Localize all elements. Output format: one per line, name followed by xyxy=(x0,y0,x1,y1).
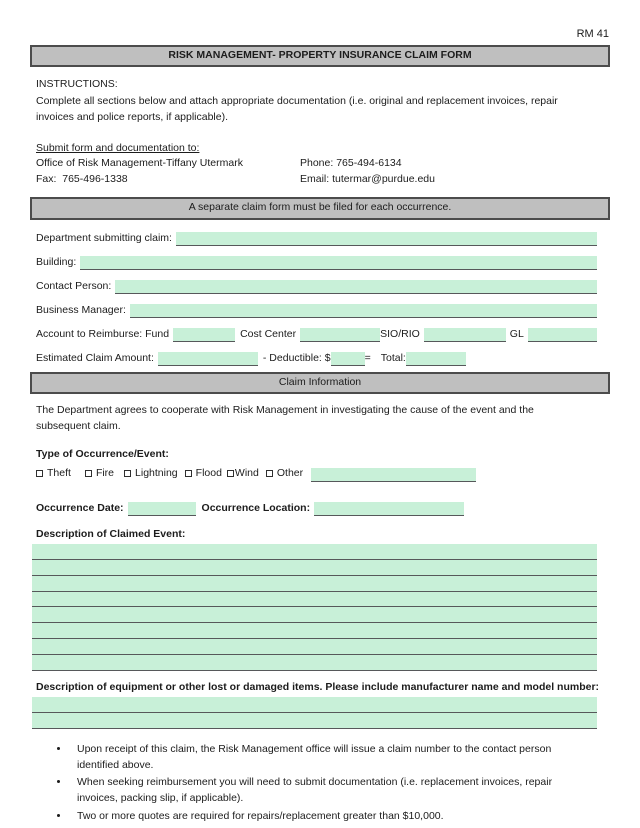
checkbox-label: Fire xyxy=(95,466,115,479)
total-input[interactable] xyxy=(406,352,466,366)
other-input[interactable] xyxy=(311,468,476,482)
business-manager-row xyxy=(36,294,597,318)
type-of-occurrence-heading: Type of Occurrence/Event: xyxy=(36,447,169,460)
description-line[interactable] xyxy=(32,623,597,639)
description-line[interactable] xyxy=(32,592,597,608)
checkbox-icon[interactable] xyxy=(85,470,92,477)
cost-center-label: Cost Center xyxy=(240,328,297,341)
office-phone-row xyxy=(36,156,604,172)
cost-center-input[interactable] xyxy=(300,328,380,342)
submit-to-heading: Submit form and documentation to: xyxy=(36,141,200,154)
checkbox-icon[interactable] xyxy=(124,470,131,477)
deductible-input[interactable] xyxy=(331,352,365,366)
checkbox-label: Theft xyxy=(47,466,71,479)
estimated-row xyxy=(36,342,597,366)
description-line[interactable] xyxy=(32,713,597,729)
description-line[interactable] xyxy=(32,576,597,592)
description-equipment-heading: Description of equipment or other lost or damaged items. Please include manufacturer name and model number: xyxy=(36,680,600,693)
notes-list xyxy=(70,742,580,825)
description-line[interactable] xyxy=(32,697,597,713)
contact-person-input[interactable] xyxy=(115,280,597,294)
building-input[interactable] xyxy=(80,256,597,270)
checkbox-label: Wind xyxy=(234,466,259,479)
occurrence-type-checkboxes xyxy=(36,463,597,482)
note-item: • Two or more quotes are required for repairs/replacement greater than $10,000. xyxy=(70,809,580,825)
claim-information-banner: Claim Information xyxy=(30,372,610,395)
sio-rio-input[interactable] xyxy=(424,328,506,342)
occurrence-date-location-section xyxy=(36,492,597,516)
account-fund-label: Account to Reimburse: Fund xyxy=(36,328,170,341)
separate-claim-banner: A separate claim form must be filed for each occurrence. xyxy=(30,197,610,220)
gl-input[interactable] xyxy=(528,328,597,342)
checkbox-wind[interactable] xyxy=(227,466,259,482)
checkbox-label: Flood xyxy=(195,466,222,479)
checkbox-theft[interactable] xyxy=(36,466,71,482)
occurrence-location-label: Occurrence Location: xyxy=(201,502,311,515)
estimated-amount-input[interactable] xyxy=(158,352,258,366)
fund-input[interactable] xyxy=(173,328,235,342)
occurrence-location-input[interactable] xyxy=(314,502,464,516)
instructions-heading: INSTRUCTIONS: xyxy=(36,78,118,91)
phone-number: Phone: 765-494-6134 xyxy=(300,157,402,170)
gl-label: GL xyxy=(509,328,524,341)
checkbox-icon[interactable] xyxy=(266,470,273,477)
checkbox-flood[interactable] xyxy=(185,466,222,482)
business-manager-input[interactable] xyxy=(130,304,597,318)
description-line[interactable] xyxy=(32,655,597,671)
form-number: RM 41 xyxy=(576,28,609,40)
description-equipment-area[interactable] xyxy=(32,697,597,729)
building-label: Building: xyxy=(36,256,77,269)
department-row xyxy=(36,222,597,246)
agreement-text: The Department agrees to cooperate with Risk Management in investigating the cause of the event and the subsequent claim. xyxy=(36,404,534,432)
occurrence-date-input[interactable] xyxy=(128,502,196,516)
description-line[interactable] xyxy=(32,639,597,655)
description-event-area[interactable] xyxy=(32,544,597,670)
equals-sign: = xyxy=(364,352,371,365)
checkbox-icon[interactable] xyxy=(185,470,192,477)
contact-person-label: Contact Person: xyxy=(36,280,112,293)
form-title-bar: RISK MANAGEMENT- PROPERTY INSURANCE CLAIM FORM xyxy=(30,45,610,68)
sio-rio-label: SIO/RIO xyxy=(380,328,420,341)
total-label: Total: xyxy=(380,352,406,365)
email-address: Email: tutermar@purdue.edu xyxy=(300,173,435,185)
claim-fields-section xyxy=(36,222,597,366)
business-manager-label: Business Manager: xyxy=(36,304,126,317)
checkbox-fire[interactable] xyxy=(85,466,114,482)
checkbox-other[interactable] xyxy=(266,466,303,482)
office-name: Office of Risk Management-Tiffany Utermark xyxy=(36,157,243,170)
checkbox-label: Other xyxy=(276,466,304,479)
checkbox-label: Lightning xyxy=(135,466,178,479)
description-event-heading: Description of Claimed Event: xyxy=(36,527,186,540)
occurrence-date-label: Occurrence Date: xyxy=(36,502,124,515)
description-line[interactable] xyxy=(32,607,597,623)
department-input[interactable] xyxy=(176,232,597,246)
checkbox-icon[interactable] xyxy=(227,470,234,477)
contact-person-row xyxy=(36,270,597,294)
deductible-label: - Deductible: $ xyxy=(262,352,331,365)
instructions-body: Complete all sections below and attach appropriate documentation (i.e. original and replacement invoices, repair invoices and police reports, if applicable). xyxy=(36,95,558,123)
description-line[interactable] xyxy=(32,544,597,560)
note-item: • When seeking reimbursement you will need to submit documentation (i.e. replacement invoices, repair invoices, packing slip, if applicable). xyxy=(70,775,580,807)
description-line[interactable] xyxy=(32,560,597,576)
building-row xyxy=(36,246,597,270)
checkbox-icon[interactable] xyxy=(36,470,43,477)
department-label: Department submitting claim: xyxy=(36,232,172,245)
fax-email-row xyxy=(36,172,604,188)
account-row xyxy=(36,318,597,342)
note-item: • Upon receipt of this claim, the Risk Management office will issue a claim number to the contact person identified above. xyxy=(70,742,580,774)
checkbox-lightning[interactable] xyxy=(124,466,178,482)
fax-number: Fax: 765-496-1338 xyxy=(36,173,128,185)
occurrence-row xyxy=(36,492,597,516)
estimated-label: Estimated Claim Amount: xyxy=(36,352,154,365)
